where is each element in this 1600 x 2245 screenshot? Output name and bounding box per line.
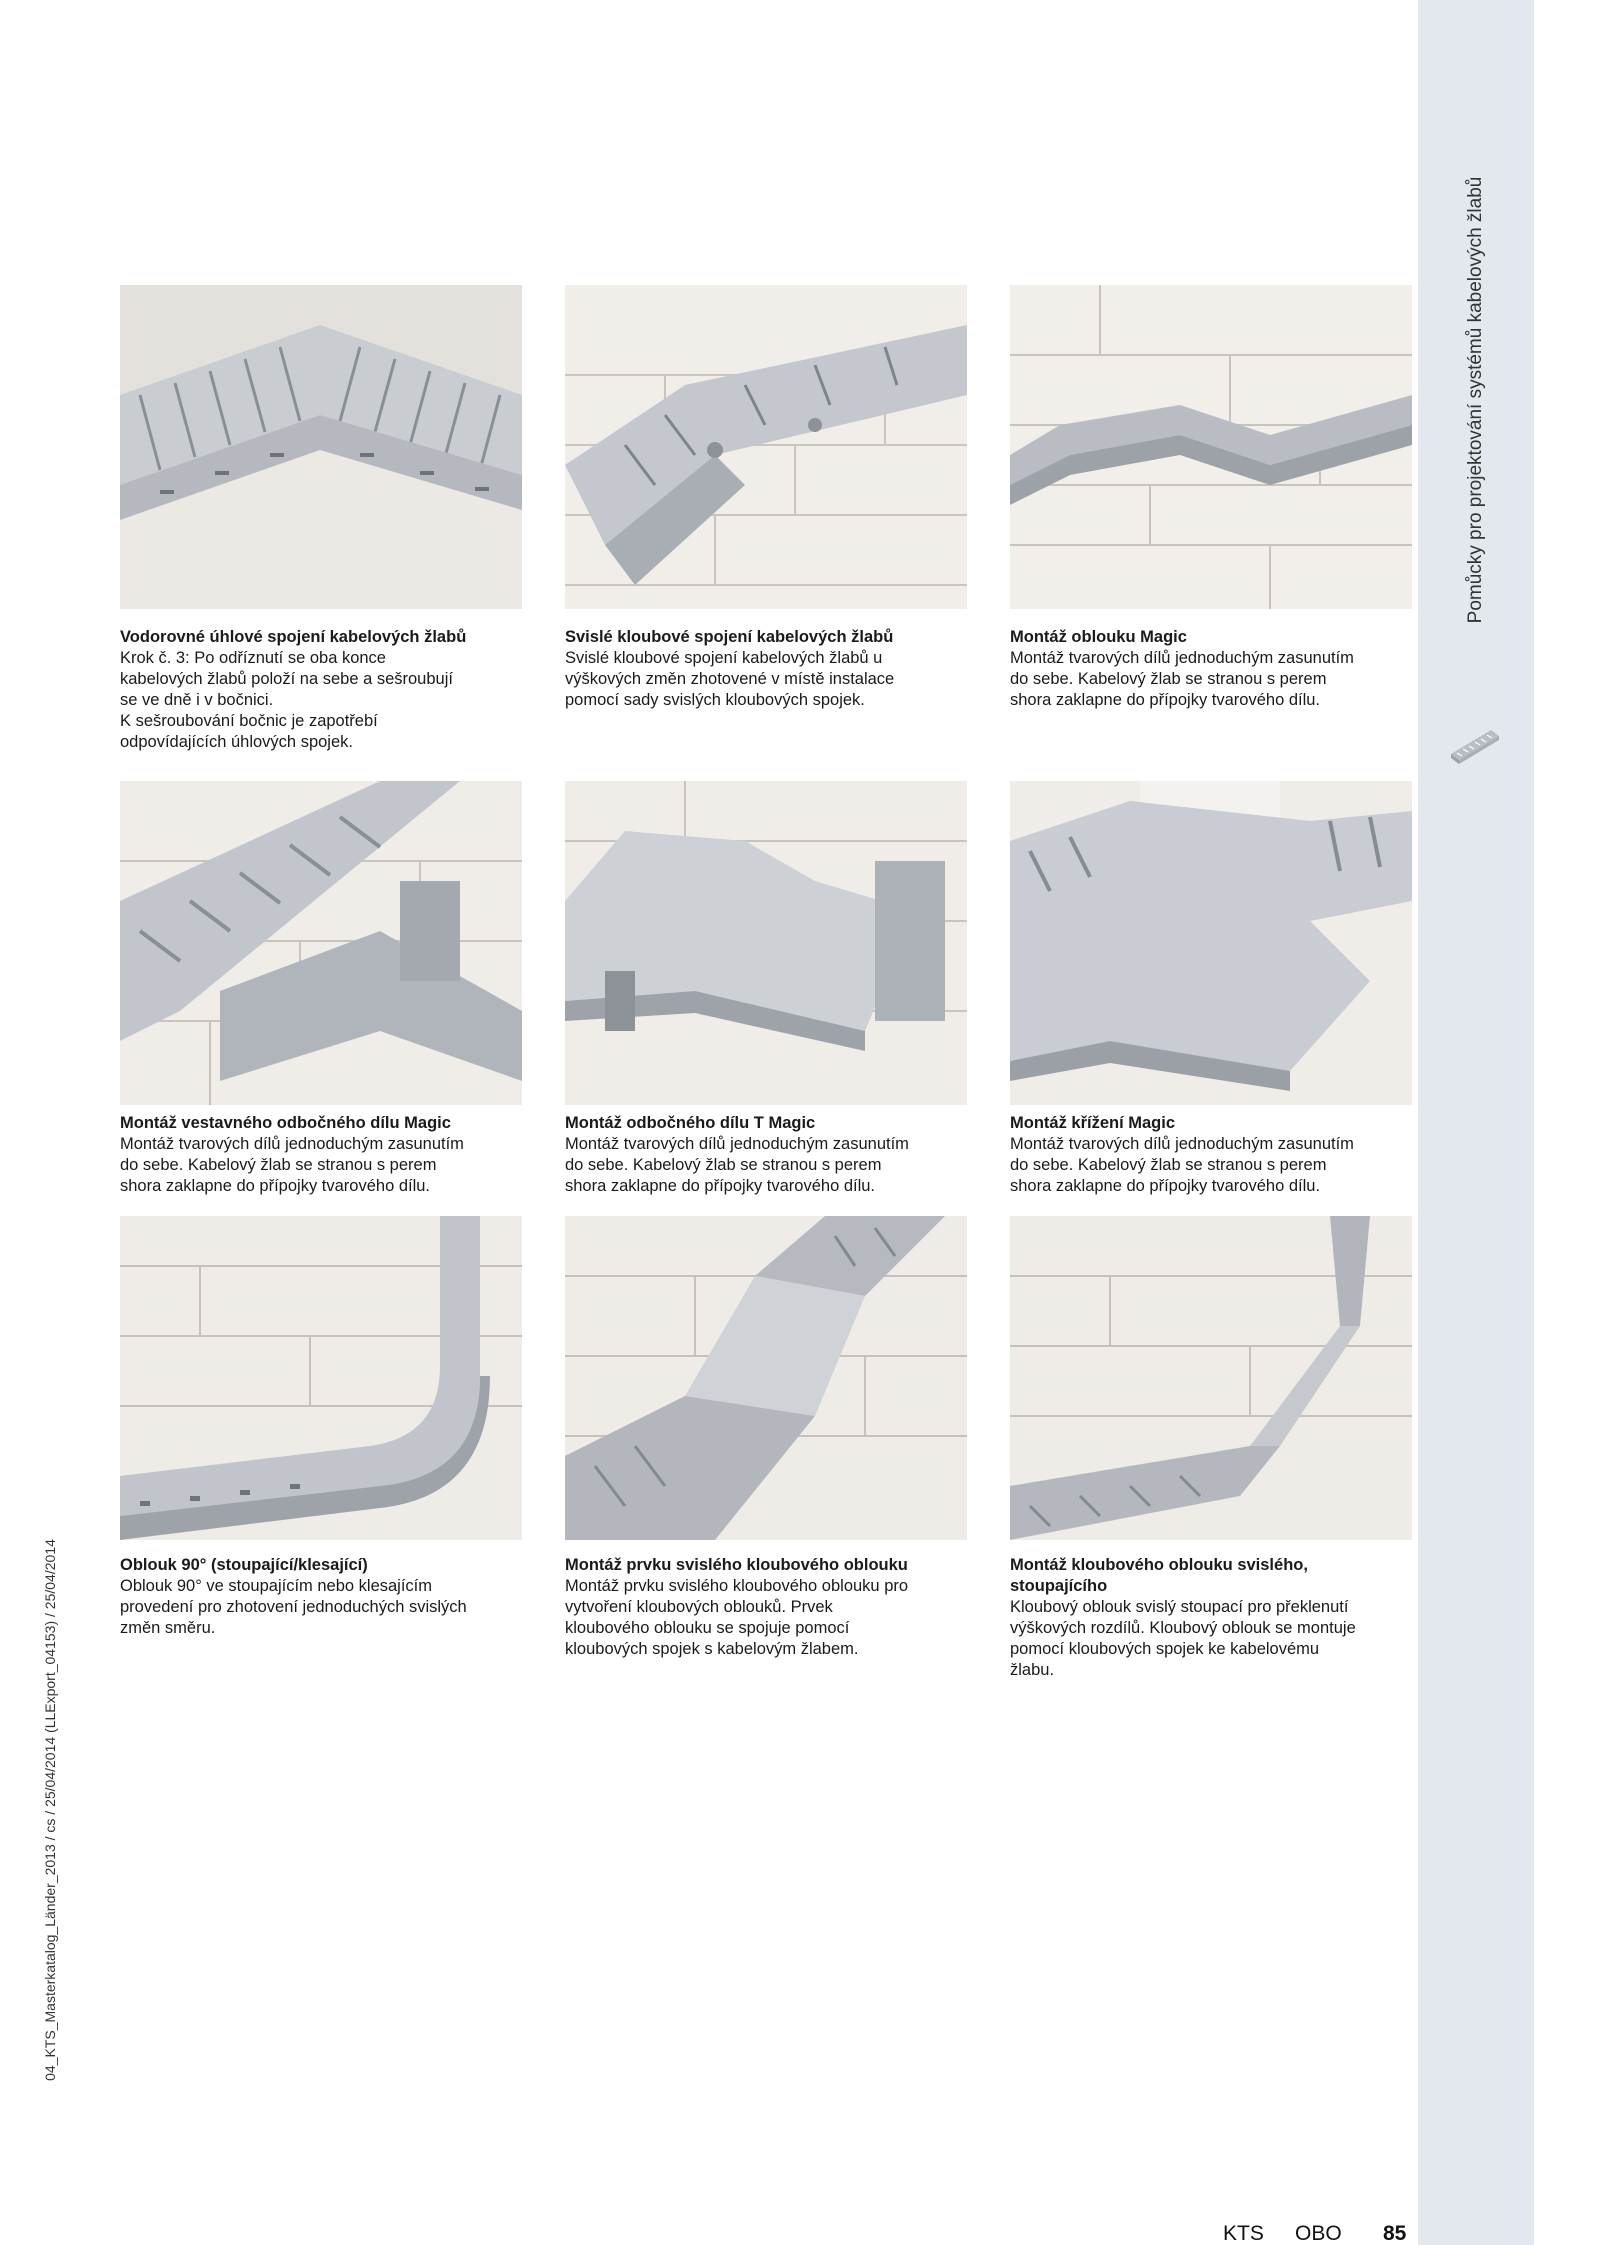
caption-title: Svislé kloubové spojení kabelových žlabů — [565, 628, 894, 646]
caption-body: Montáž tvarových dílů jednoduchým zasunutím do sebe. Kabelový žlab se stranou s perem shora zaklapne do přípojky tvarového dílu. — [565, 1135, 909, 1195]
cable-tray-icon — [1447, 720, 1503, 766]
figure-vertical-hinged-bend-rising — [1010, 1216, 1412, 1540]
figure-horizontal-angle-joint — [120, 285, 522, 609]
caption-title: Montáž vestavného odbočného dílu Magic — [120, 1114, 451, 1132]
caption-title: Montáž křížení Magic — [1010, 1114, 1176, 1132]
caption-body: Montáž tvarových dílů jednoduchým zasunutím do sebe. Kabelový žlab se stranou s perem shora zaklapne do přípojky tvarového dílu. — [1010, 1135, 1354, 1195]
caption-body: Montáž prvku svislého kloubového oblouku pro vytvoření kloubových oblouků. Prvek kloubového oblouku se spojuje pomocí kloubových spojek s kabelovým žlabem. — [565, 1577, 909, 1658]
caption-magic-t-branch — [565, 1113, 970, 1197]
caption-body: Kloubový oblouk svislý stoupací pro překlenutí výškových rozdílů. Kloubový oblouk se montuje pomocí kloubových spojek ke kabelovému žlabu. — [1010, 1598, 1356, 1679]
caption-magic-bend — [1010, 627, 1415, 711]
caption-body: Montáž tvarových dílů jednoduchým zasunutím do sebe. Kabelový žlab se stranou s perem shora zaklapne do přípojky tvarového dílu. — [120, 1135, 464, 1195]
caption-title: Montáž prvku svislého kloubového oblouku — [565, 1556, 908, 1574]
figure-magic-built-in-branch — [120, 781, 522, 1105]
caption-body: Krok č. 3: Po odříznutí se oba konce kabelových žlabů položí na sebe a sešroubují se ve dně i v bočnici. K sešroubování bočnic je zapotřebí odpovídajících úhlových spojek. — [120, 649, 453, 751]
caption-magic-built-in-branch — [120, 1113, 525, 1197]
caption-body: Montáž tvarových dílů jednoduchým zasunutím do sebe. Kabelový žlab se stranou s perem shora zaklapne do přípojky tvarového dílu. — [1010, 649, 1354, 709]
page-number: 85 — [1383, 2222, 1407, 2245]
document-code: 04_KTS_Masterkatalog_Länder_2013 / cs / 25/04/2014 (LLExport_04153) / 25/04/2014 — [42, 1539, 58, 2081]
sidebar-title-text: Pomůcky pro projektování systémů kabelových žlabů — [1465, 176, 1486, 624]
caption-vertical-hinged-bend-rising — [1010, 1555, 1415, 1681]
figure-bend-90 — [120, 1216, 522, 1540]
sidebar-title — [1418, 0, 1534, 680]
caption-title: Oblouk 90° (stoupající/klesající) — [120, 1556, 368, 1574]
caption-title: Montáž oblouku Magic — [1010, 628, 1187, 646]
caption-horizontal-angle-joint — [120, 627, 525, 753]
figure-magic-bend — [1010, 285, 1412, 609]
figure-vertical-hinged-bend-element — [565, 1216, 967, 1540]
caption-vertical-hinged-bend-element — [565, 1555, 970, 1660]
figure-magic-crossing — [1010, 781, 1412, 1105]
caption-body: Oblouk 90° ve stoupajícím nebo klesajícím provedení pro zhotovení jednoduchých svislých změn směru. — [120, 1577, 467, 1637]
caption-title: Vodorovné úhlové spojení kabelových žlabů — [120, 628, 467, 646]
caption-title: Montáž odbočného dílu T Magic — [565, 1114, 816, 1132]
footer-brand-kts: KTS — [1223, 2222, 1264, 2245]
caption-body: Svislé kloubové spojení kabelových žlabů u výškových změn zhotovené v místě instalace pomocí sady svislých kloubových spojek. — [565, 649, 895, 709]
figure-magic-t-branch — [565, 781, 967, 1105]
caption-title: Montáž kloubového oblouku svislého, stoupajícího — [1010, 1556, 1308, 1595]
caption-vertical-hinged-joint — [565, 627, 970, 711]
caption-magic-crossing — [1010, 1113, 1415, 1197]
footer-brand-obo: OBO — [1295, 2222, 1342, 2245]
caption-bend-90 — [120, 1555, 525, 1639]
figure-vertical-hinged-joint — [565, 285, 967, 609]
